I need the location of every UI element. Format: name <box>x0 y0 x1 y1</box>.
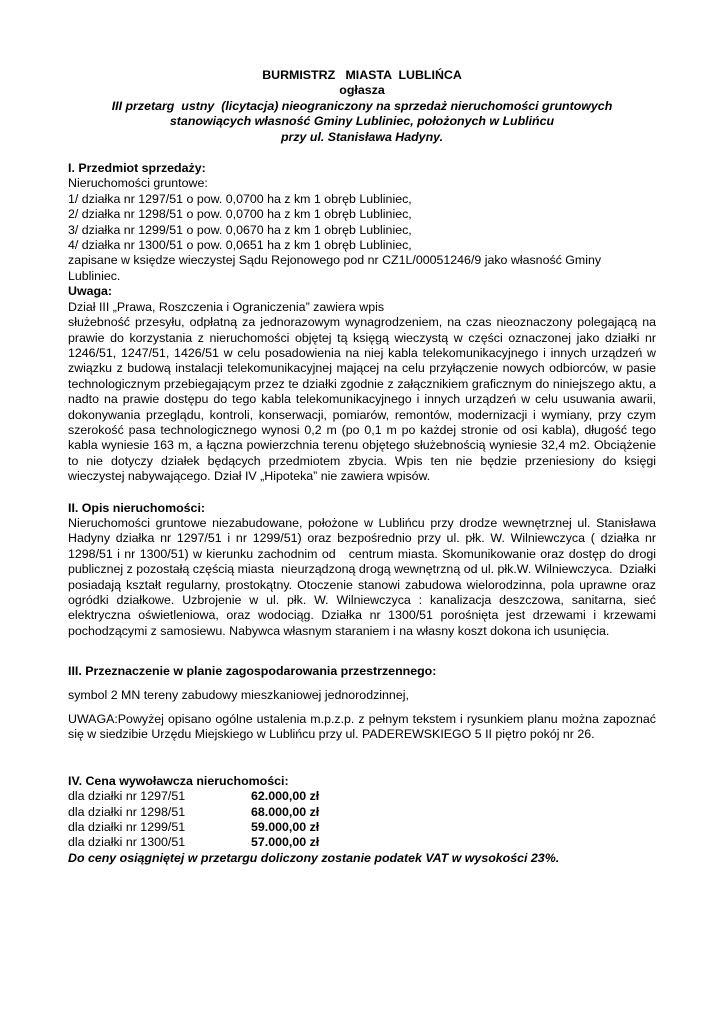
vat-note: Do ceny osiągniętej w przetargu doliczony zostanie podatek VAT w wysokości 23%. <box>68 850 560 865</box>
price-label: dla działki nr 1300/51 <box>68 835 186 850</box>
document-header <box>68 68 656 99</box>
document-title <box>68 99 656 145</box>
zoning-symbol: symbol 2 MN tereny zabudowy mieszkaniowej jednorodzinnej, <box>68 687 409 702</box>
price-value: 57.000,00 zł <box>251 835 320 850</box>
price-row <box>68 789 656 804</box>
zoning-note: UWAGA:Powyżej opisano ogólne ustalenia m.p.z.p. z pełnym tekstem i rysunkiem planu można zapoznać się w siedzibie Urzędu Miejskiego w Lublińcu przy ul. PADEREWSKIEGO 5 II piętro pokój nr 26. <box>68 712 656 742</box>
section-subject-intro: Nieruchomości gruntowe: <box>68 176 208 191</box>
section-subject <box>68 161 656 485</box>
title-line-3: przy ul. Stanisława Hadyny. <box>280 129 444 144</box>
plot-item: 2/ działka nr 1298/51 o pow. 0,0700 ha z km 1 obręb Lubliniec, <box>68 207 412 222</box>
price-value: 62.000,00 zł <box>251 789 320 804</box>
plot-item: 3/ działka nr 1299/51 o pow. 0,0670 ha z km 1 obręb Lubliniec, <box>68 222 412 237</box>
section-prices-heading: IV. Cena wywoławcza nieruchomości: <box>68 773 289 788</box>
section-prices <box>68 774 656 866</box>
price-label: dla działki nr 1298/51 <box>68 804 186 819</box>
price-value: 68.000,00 zł <box>251 804 320 819</box>
land-registry-note: zapisane w księdze wieczystej Sądu Rejonowego pod nr CZ1L/00051246/9 jako własność Gminy Lubliniec. <box>68 253 602 283</box>
note-line: Dział III „Prawa, Roszczenia i Ograniczenia” zawiera wpis <box>68 299 385 314</box>
easement-text: służebność przesyłu, odpłatną za jednorazowym wynagrodzeniem, na czas nieoznaczony polegającą na prawie do korzystania z nieruchomości objętej tą księgą wieczystą w części oznaczonej jako działki nr 1246/51, 1247/51, 1426/51 w celu posadowienia na niej kabla telekomunikacyjnego i innych urządzeń w związku z budową instalacji telekomunikacyjnej mającej na celu przyłączenie nowych odbiorców, w pasie technologicznym przebiegającym przez te działki zgodnie z załącznikiem graficznym do niniejszego aktu, a nadto na prawie dostępu do tego kabla telekomunikacyjnego i innych urządzeń w celu usuwania awarii, dokonywania przeglądu, kontroli, konserwacji, pomiarów, remontów, modernizacji i wymiany, przy czym szerokość pasa technologicznego wynosi 0,2 m (po 0,1 m po każdej stronie od osi kabla), długość tego kabla wyniesie 163 m, a łączna powierzchnia terenu objętego służebnością wyniesie 32,4 m2. Obciążenie to nie dotyczy działek będących przedmiotem zbycia. Wpis ten nie będzie przeniesiony do księgi wieczystej nabywającego. Dział IV „Hipoteka” nie zawiera wpisów. <box>68 315 656 484</box>
plot-item: 1/ działka nr 1297/51 o pow. 0,0700 ha z km 1 obręb Lubliniec, <box>68 191 412 206</box>
note-heading: Uwaga: <box>68 284 113 299</box>
price-value: 59.000,00 zł <box>251 820 320 835</box>
price-label: dla działki nr 1299/51 <box>68 820 186 835</box>
header-announces: ogłasza <box>339 83 385 98</box>
section-zoning <box>68 664 656 743</box>
section-description <box>68 500 660 640</box>
price-row <box>68 805 656 820</box>
price-label: dla działki nr 1297/51 <box>68 789 186 804</box>
title-line-1: III przetarg ustny (licytacja) nieograniczony na sprzedaż nieruchomości gruntowych <box>111 98 613 113</box>
price-row <box>68 835 656 850</box>
section-subject-heading: I. Przedmiot sprzedaży: <box>68 161 206 176</box>
title-line-2: stanowiących własność Gminy Lubliniec, położonych w Lublińcu <box>169 114 555 129</box>
section-description-heading: II. Opis nieruchomości: <box>68 500 206 515</box>
plot-item: 4/ działka nr 1300/51 o pow. 0,0651 ha z km 1 obręb Lubliniec, <box>68 238 412 253</box>
section-description-body: Nieruchomości gruntowe niezabudowane, położone w Lublińcu przy drodze wewnętrznej ul. Stanisława Hadyny działka nr 1297/51 i nr 1299/51) oraz bezpośrednio przy ul. płk. W. Wilniewczyca ( działka nr 1298/51 i nr 1300/51) w kierunku zachodnim od centrum miasta. Skomunikowanie oraz dostęp do drogi publicznej z pozostałą częścią miasta nieurządzoną drogą wewnętrzną od ul. płk.W. Wilniewczyca. Działki posiadają kształt regularny, prostokątny. Otoczenie stanowi zabudowa wielorodzinna, pola uprawne oraz ogródki działkowe. Uzbrojenie w ul. płk. W. Wilniewczyca : kanalizacja deszczowa, sanitarna, sieć elektryczna oświetleniowa, oraz wodociąg. Działka nr 1300/51 porośnięta jest drzewami i krzewami pochodzącymi z samosiewu. Nabywca własnym staraniem i na własny koszt dokona ich usunięcia. <box>68 515 660 638</box>
header-authority: BURMISTRZ MIASTA LUBLIŃCA <box>262 68 462 82</box>
price-row <box>68 820 656 835</box>
section-zoning-heading: III. Przeznaczenie w planie zagospodarowania przestrzennego: <box>68 664 437 679</box>
